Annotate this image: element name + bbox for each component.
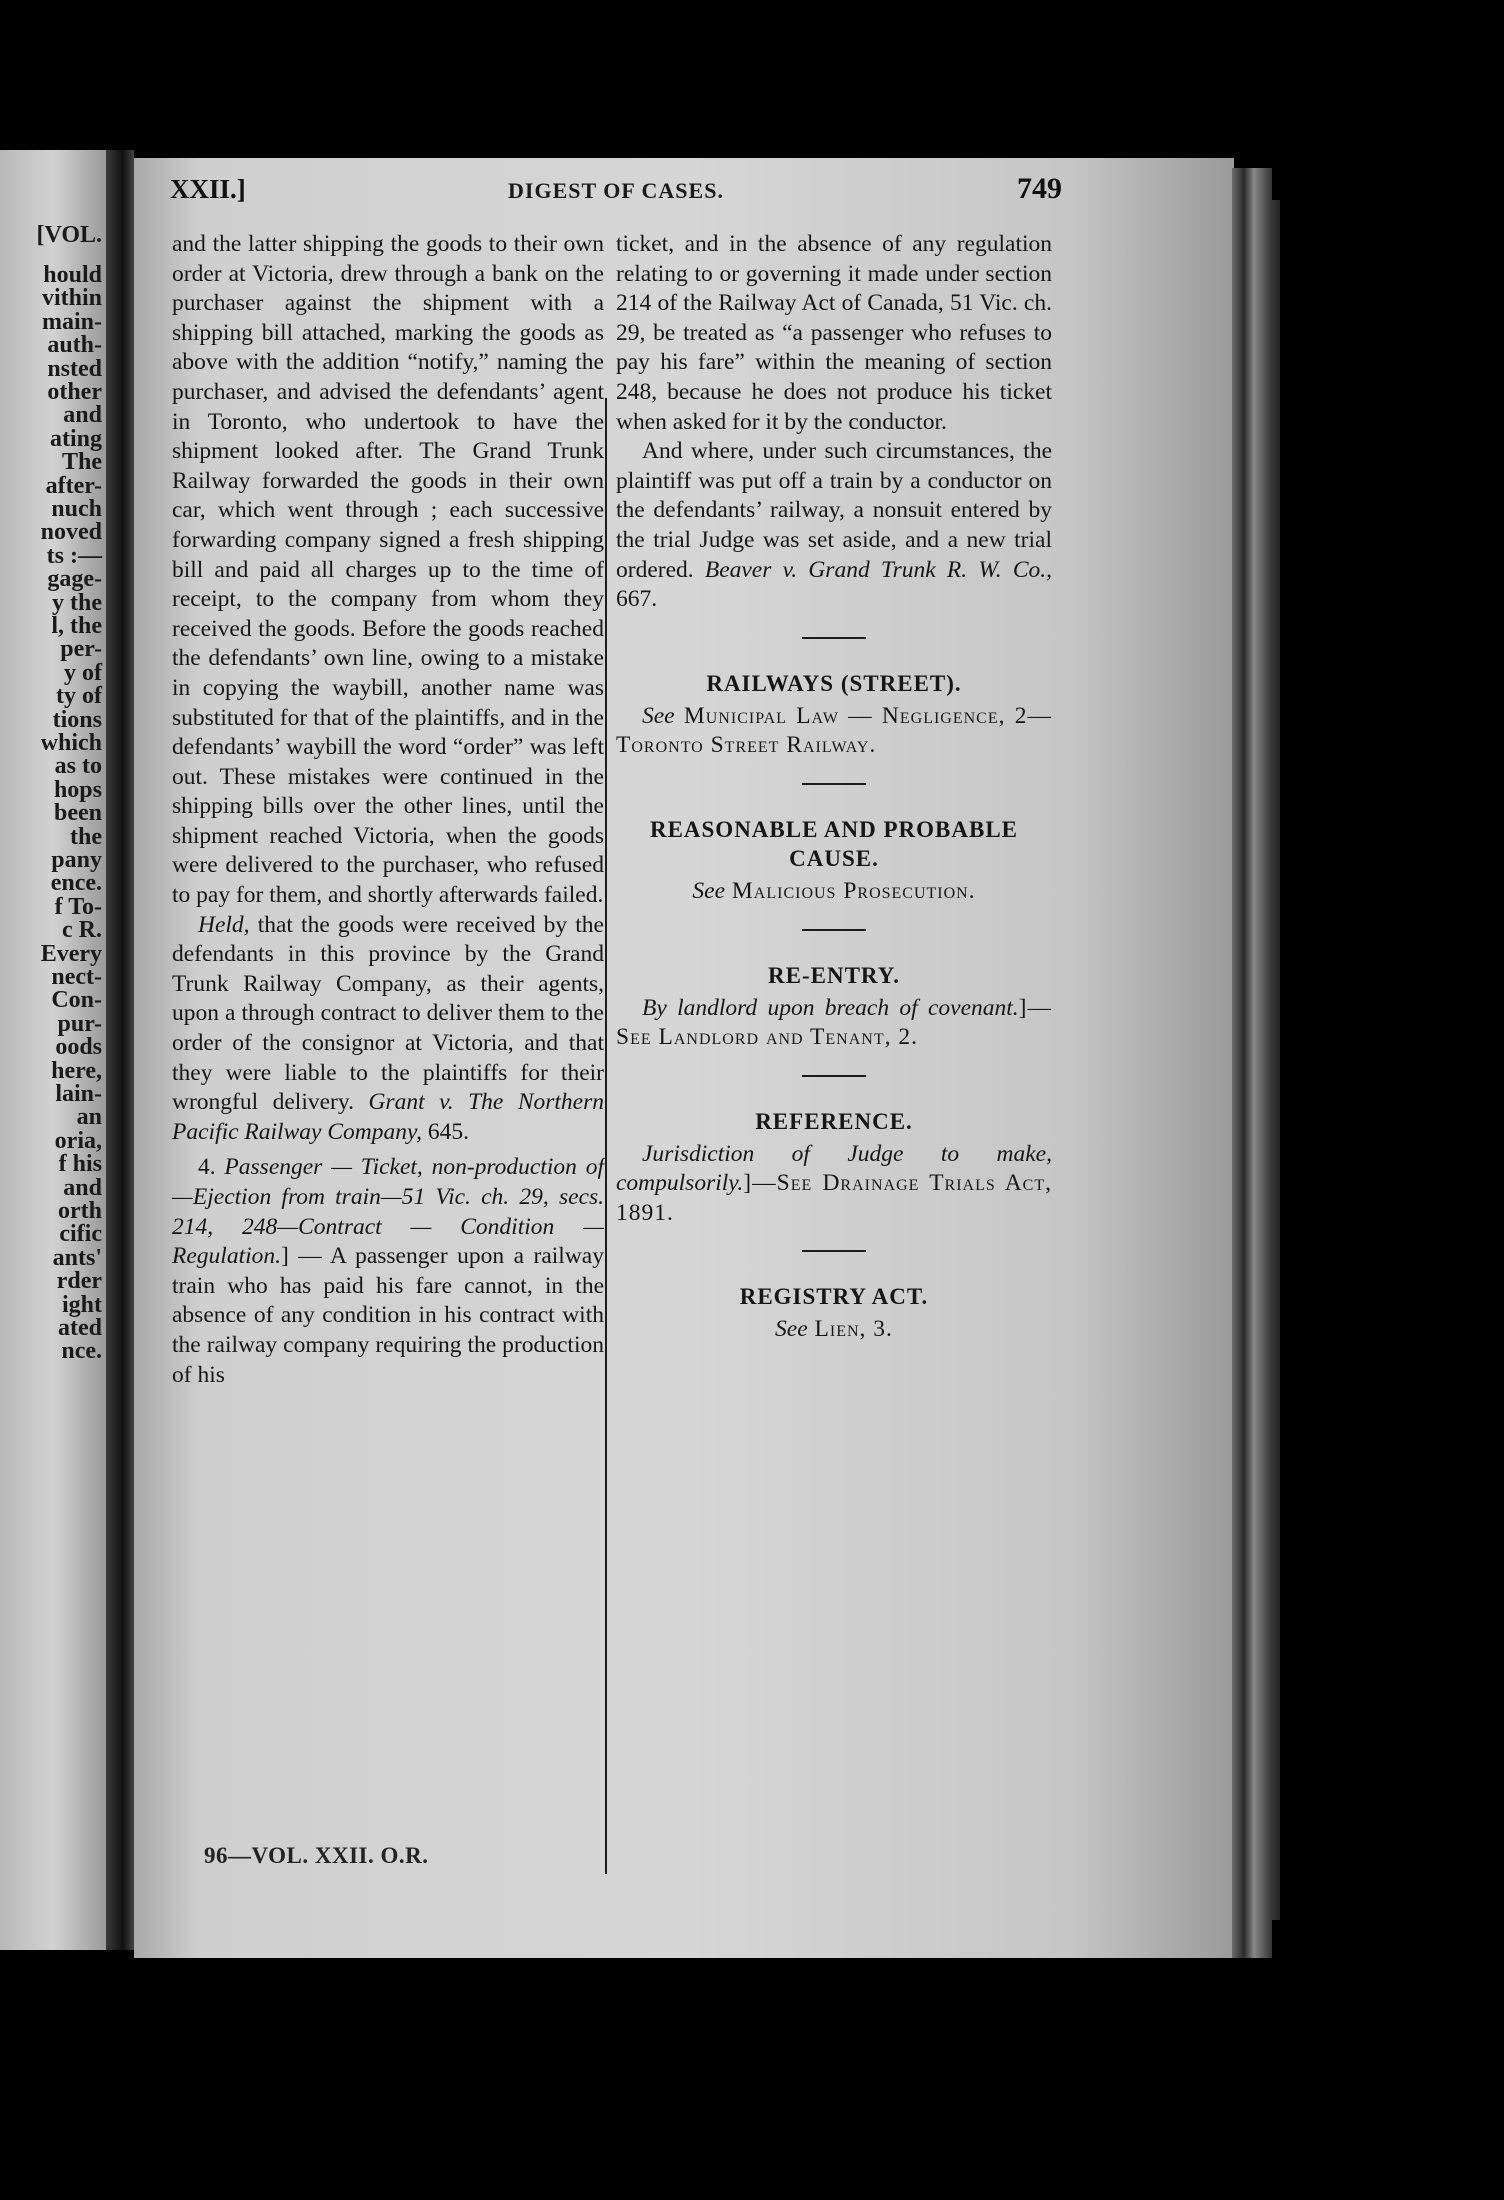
left-page-fragment: tions: [52, 706, 102, 733]
section-rule: [802, 1250, 866, 1252]
left-page-fragment: ated: [58, 1315, 102, 1341]
left-page-fragment: y of: [64, 659, 102, 686]
case-page: 645.: [421, 1118, 469, 1145]
running-header: [170, 174, 1062, 210]
left-page-fragment: other: [47, 379, 102, 405]
index-heading: REASONABLE AND PROBABLE CAUSE.: [649, 816, 1019, 871]
left-page-fragment: here,: [51, 1057, 102, 1084]
passenger-paragraph: [172, 1153, 604, 1390]
left-page-fragment: pany: [51, 847, 102, 873]
left-page-fragment: gage-: [47, 566, 102, 593]
left-page-fragment: ating: [49, 425, 102, 452]
index-entry: [616, 637, 1052, 761]
left-page-fragment: and: [63, 1174, 102, 1201]
index-entry: [616, 929, 1052, 1053]
cross-reference-lead: See: [692, 877, 726, 904]
passenger-headnote: Passenger — Ticket, non-production of—Ejection from train—51 Vic. ch. 29, secs. 214, 248—Contract — Condition — Regulation.: [172, 1154, 604, 1270]
left-facing-page: [0, 150, 106, 1950]
left-page-fragment: nsted: [47, 355, 102, 382]
case-page: 667.: [616, 586, 658, 613]
index-entry: [616, 1075, 1052, 1229]
left-page-fragment: ants': [52, 1244, 102, 1271]
left-page-fragment: nce.: [61, 1338, 102, 1365]
index-heading: RAILWAYS (STREET).: [706, 670, 962, 696]
left-page-fragment: l, the: [51, 613, 102, 639]
cross-reference-target: ]—See Landlord and Tenant, 2.: [616, 994, 1052, 1051]
page-edge: [1232, 168, 1272, 1958]
left-page-fragment: auth-: [47, 332, 102, 359]
cross-reference-lead: Jurisdiction of Judge to make, compulsorily.: [616, 1140, 1052, 1197]
cross-reference: [616, 994, 1052, 1053]
section-rule: [802, 929, 866, 931]
column-divider: [605, 398, 607, 1874]
cross-reference-target: Lien, 3.: [807, 1316, 893, 1343]
index-entry: [616, 783, 1052, 907]
left-page-fragment: nect-: [51, 964, 102, 990]
left-page-fragment: f To-: [54, 893, 102, 920]
held-paragraph: [172, 911, 604, 1148]
case-citation: Beaver v. Grand Trunk R. W. Co.,: [704, 556, 1053, 583]
left-page-fragment: vithin: [41, 285, 102, 312]
left-page-fragment: after-: [45, 472, 102, 499]
left-page-fragment: and: [63, 402, 102, 429]
left-page-fragment: Con-: [51, 987, 102, 1014]
cross-reference: [616, 702, 1052, 761]
left-page-fragment: as to: [54, 753, 102, 780]
left-page-fragment: c R.: [62, 917, 102, 944]
left-page-fragment: ight: [61, 1291, 102, 1318]
section-rule: [802, 637, 866, 639]
index-heading: RE-ENTRY.: [768, 962, 900, 988]
book-gutter: [106, 150, 134, 1950]
left-page-fragment: pur-: [57, 1010, 102, 1037]
left-page-fragment: The: [61, 449, 102, 476]
left-page-fragment: per-: [60, 636, 102, 663]
section-rule: [802, 783, 866, 785]
left-page-fragment: oods: [55, 1034, 102, 1061]
left-page-fragment: the: [70, 823, 102, 850]
cross-reference-target: Malicious Prosecution.: [725, 877, 976, 904]
left-page-fragment: f his: [58, 1151, 102, 1178]
left-page-fragment: cific: [59, 1221, 102, 1248]
index-heading: REFERENCE.: [755, 1108, 913, 1134]
case-paragraph: and the latter shipping the goods to their own order at Victoria, drew through a bank on the purchaser against the shipment with a shipping bill attached, marking the goods as above with the addition “notify,” naming the purchaser, and advised the defendants’ agent in Toronto, who undertook to have the shipment looked after. The Grand Trunk Railway forwarded the goods in their own car, which went through ; each successive forwarding company signed a fresh shipping bill and paid all charges up to the time of receipt, to the company from whom they received the goods. Before the goods reached the defendants’ own line, owing to a mistake in copying the waybill, another name was substituted for that of the plaintiffs, and in the defendants’ waybill the word “order” was left out. These mistakes were continued in the shipping bills over the other lines, until the shipment reached Victoria, when the goods were delivered to the purchaser, who refused to pay for them, and shortly afterwards failed.: [172, 231, 604, 909]
left-page-fragment: ts :—: [46, 542, 102, 569]
signature-footer: 96—VOL. XXII. O.R.: [204, 1843, 429, 1868]
left-page-fragment: an: [76, 1104, 102, 1131]
left-page-fragment: oria,: [54, 1127, 102, 1154]
left-page-fragment: nuch: [51, 496, 102, 522]
cross-reference: [616, 1315, 1052, 1345]
left-page-fragment: [VOL.: [36, 222, 102, 248]
cross-reference-target: Municipal Law — Negligence, 2—Toronto Street Railway.: [616, 702, 1052, 759]
left-page-fragment: hould: [43, 262, 102, 288]
left-page-fragment: orth: [58, 1198, 102, 1224]
left-page-fragment: hops: [53, 776, 102, 803]
cross-reference-target: ]—See Drainage Trials Act, 1891.: [616, 1170, 1052, 1226]
right-column: [616, 230, 1052, 1345]
cross-reference: [616, 1140, 1052, 1229]
left-page-fragment: ty of: [56, 683, 102, 710]
nonsuit-text: And where, under such circumstances, the plaintiff was put off a train by a conductor on the defendants’ railway, a nonsuit entered by the trial Judge was set aside, and a new trial ordered.: [616, 438, 1052, 583]
passenger-text: ] — A passenger upon a railway train who has paid his fare cannot, in the absence of any condition in his contract with the railway company requiring the production of his: [172, 1243, 604, 1388]
held-text: that the goods were received by the defendants in this province by the Grand Trunk Railway Company, as their agents, upon a through contract to deliver them to the order of the consignor at Victoria, and that they were liable to the plaintiffs for their wrongful delivery.: [172, 911, 604, 1116]
left-page-fragment: main-: [42, 308, 102, 335]
paragraph-number: 4.: [198, 1154, 225, 1181]
running-title: DIGEST OF CASES.: [508, 178, 724, 203]
index-heading: REGISTRY ACT.: [739, 1284, 929, 1310]
volume-label: XXII.]: [170, 174, 246, 204]
cross-reference-lead: See: [775, 1316, 808, 1343]
left-page-fragment: which: [40, 730, 102, 756]
page-number: 749: [1017, 172, 1062, 205]
left-page-fragment: rder: [56, 1268, 102, 1295]
section-rule: [802, 1075, 866, 1077]
left-page-fragment: noved: [40, 519, 102, 546]
left-page-fragment: lain-: [55, 1081, 102, 1107]
left-page-fragment: Every: [40, 940, 102, 967]
index-entry: [616, 1250, 1052, 1345]
left-page-fragment: y the: [52, 589, 102, 616]
held-label: Held,: [198, 911, 250, 938]
left-page-fragment: been: [54, 800, 102, 827]
left-page-fragment: ence.: [50, 870, 102, 897]
index-entries: [616, 637, 1052, 1345]
left-column: [172, 230, 604, 1390]
cross-reference-lead: See: [642, 702, 675, 729]
case-citation: Grant v. The Northern Pacific Railway Company,: [172, 1089, 604, 1145]
ticket-paragraph: ticket, and in the absence of any regulation relating to or governing it made under section 214 of the Railway Act of Canada, 51 Vic. ch. 29, be treated as “a passenger who refuses to pay his fare” within the meaning of section 248, because he does not produce his ticket when asked for it by the conductor.: [616, 231, 1052, 435]
cross-reference: [616, 877, 1052, 907]
nonsuit-paragraph: [616, 437, 1052, 615]
cross-reference-lead: By landlord upon breach of covenant.: [642, 994, 1019, 1021]
